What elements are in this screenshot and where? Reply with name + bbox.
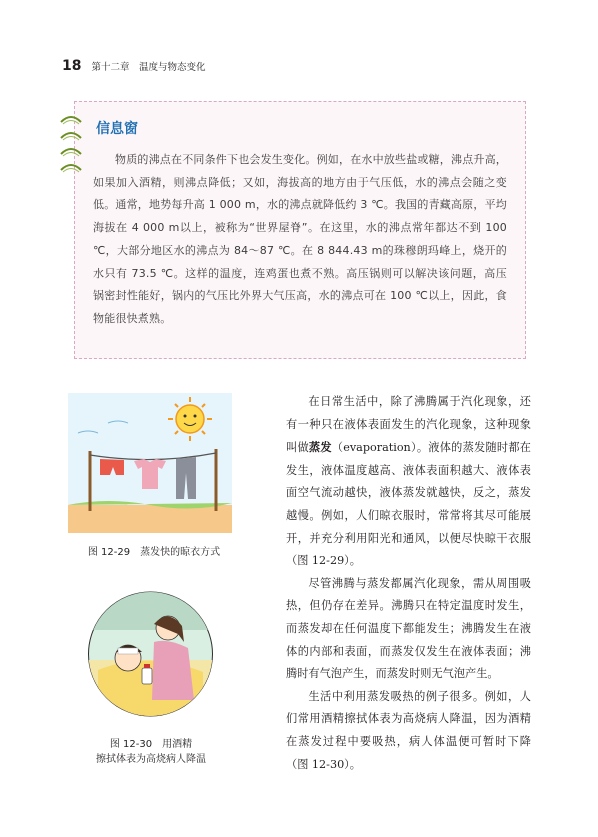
paragraph-evaporation <box>286 391 531 573</box>
binder-rings-icon <box>58 112 84 188</box>
page-number: 18 <box>62 58 82 74</box>
main-text <box>286 391 531 776</box>
clothes-drying-illustration <box>68 393 232 533</box>
paragraph-evaporation-end: （evaporation）。液体的蒸发随时都在发生，液体温度越高、液体表面积越大、液体表面空气流动越快，液体蒸发就越快，反之，蒸发越慢。例如，人们晾衣服时，常常将其尽可能展开，并充分利用阳光和通风，以便尽快晾干衣服（图 12-29）。 <box>286 441 531 568</box>
info-window-title: 信息窗 <box>96 121 138 137</box>
chapter-title: 第十二章 温度与物态变化 <box>91 62 206 73</box>
figure-12-30-caption-line2: 擦拭体表为高烧病人降温 <box>96 754 206 765</box>
page-header <box>62 58 206 76</box>
figure-12-29-caption: 图 12-29 蒸发快的晾衣方式 <box>87 547 221 558</box>
term-evaporation: 蒸发 <box>308 440 332 455</box>
paragraph-evaporation-start: 在日常生活中，除了沸腾属于汽化现象，还有一种只在液体表面发生的汽化现象，这种现象叫做 <box>286 395 531 455</box>
figure-12-30-caption-line1: 图 12-30 用酒精 <box>109 739 193 750</box>
info-window-body: 物质的沸点在不同条件下也会发生变化。例如，在水中放些盐或糖，沸点升高，如果加入酒精，则沸点降低；又如，海拔高的地方由于气压低，水的沸点会随之变低。通常，地势每升高 1 000 m，水的沸点就降低约 3 ℃。我国的青藏高原，平均海拔在 4 000 m以上，被称为“世界屋脊”。在这里，水的沸点常年都达不到 100 ℃，大部分地区水的沸点为 84～87 ℃。在 8 844.43 m的珠穆朗玛峰上，烧开的水只有 73.5 ℃。这样的温度，连鸡蛋也煮不熟。高压锅则可以解决该问题，高压锅密封性能好，锅内的气压比外界大气压高，水的沸点可在 100 ℃以上，因此，食物能很快煮熟。 <box>93 153 507 325</box>
paragraph-boiling-vs-evaporation: 尽管沸腾与蒸发都属汽化现象，需从周围吸热，但仍存在差异。沸腾只在特定温度时发生，而蒸发却在任何温度下都能发生；沸腾发生在液体的内部和表面，而蒸发仅发生在液体表面；沸腾时有气泡产生，而蒸发时则无气泡产生。 <box>286 576 531 681</box>
figure-12-30-caption <box>72 737 230 767</box>
paragraph-cooling-examples: 生活中利用蒸发吸热的例子很多。例如，人们常用酒精擦拭体表为高烧病人降温，因为酒精在蒸发过程中要吸热，病人体温便可暂时下降（图 12-30）。 <box>286 689 531 771</box>
fever-patient-illustration <box>88 590 213 718</box>
